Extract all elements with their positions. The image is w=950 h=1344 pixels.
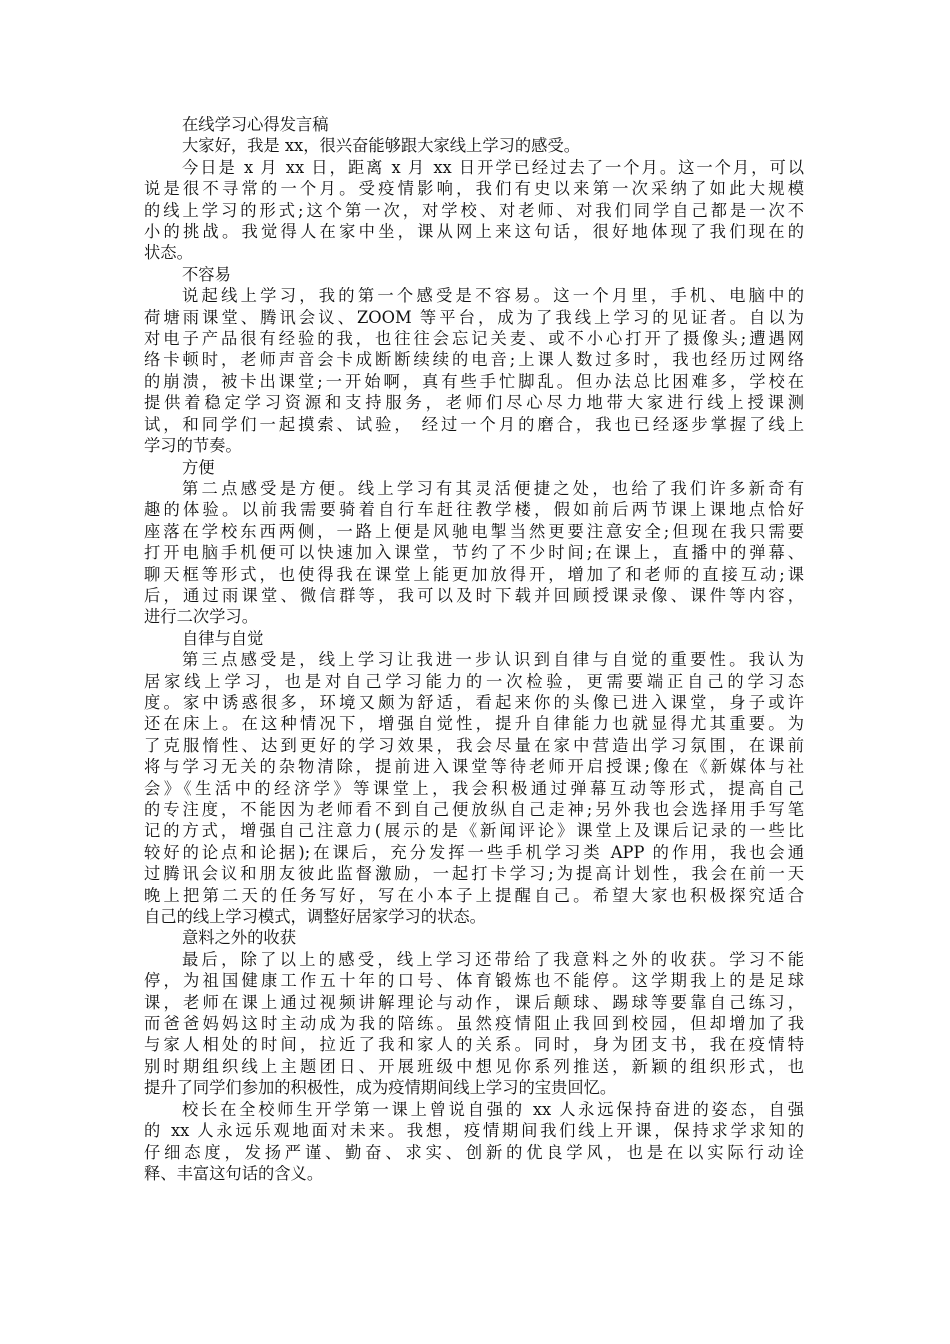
paragraph-line: 的线上学习的形式;这个第一次，对学校、对老师、对我们同学自己都是一次不 — [144, 200, 804, 220]
paragraph-line: 与家人相处的时间，拉近了我和家人的关系。同时，身为团支书，我在疫情特 — [144, 1035, 804, 1055]
section-heading: 意料之外的收获 — [182, 928, 296, 948]
paragraph-line: 第二点感受是方便。线上学习有其灵活便捷之处，也给了我们许多新奇有 — [182, 478, 804, 498]
paragraph-line: 提升了同学们参加的积极性，成为疫情期间线上学习的宝贵回忆。 — [144, 1078, 617, 1098]
section-heading: 自律与自觉 — [182, 628, 264, 648]
paragraph-line: 晚上把第二天的任务写好，写在小本子上提醒自己。希望大家也积极探究适合 — [144, 885, 804, 905]
paragraph-line: 的专注度，不能因为老师看不到自己便放纵自己走神;另外我也会选择用手写笔 — [144, 800, 804, 819]
paragraph-line: 今日是 x 月 xx 日，距离 x 月 xx 日开学已经过去了一个月。这一个月，可以 — [182, 157, 804, 177]
paragraph-line: 了克服惰性、达到更好的学习效果，我会尽量在家中营造出学习氛围，在课前 — [144, 735, 804, 755]
paragraph-line: 试，和同学们一起摸索、试验， 经过一个月的磨合，我也已经逐步掌握了线上 — [144, 414, 804, 434]
paragraph-line: 会》《生活中的经济学》等课堂上，我会积极通过弹幕互动等形式，提高自己 — [144, 778, 804, 798]
paragraph-line: 别时期组织线上主题团日、开展班级中想见你系列推送，新颖的组织形式，也 — [144, 1056, 804, 1076]
paragraph-line: 提供着稳定学习资源和支持服务，老师们尽心尽力地带大家进行线上授课测 — [144, 393, 804, 413]
paragraph-line: 仔细态度，发扬严谨、勤奋、求实、创新的优良学风，也是在以实际行动诠 — [144, 1142, 804, 1162]
paragraph-line: 自己的线上学习模式，调整好居家学习的状态。 — [144, 907, 486, 927]
paragraph-line: 络卡顿时，老师声音会卡成断断续续的电音;上课人数过多时，我也经历过网络 — [144, 350, 804, 370]
paragraph-line: 释、丰富这句话的含义。 — [144, 1163, 324, 1183]
paragraph-line: 荷塘雨课堂、腾讯会议、ZOOM 等平台，成为了我线上学习的见证者。自以为 — [144, 307, 804, 327]
paragraph-line: 后，通过雨课堂、微信群等，我可以及时下载并回顾授课录像、课件等内容， — [144, 585, 804, 605]
paragraph-line: 聊天框等形式，也使得我在课堂上能更加放得开，增加了和老师的直接互动;课 — [144, 564, 804, 584]
paragraph-line: 还在床上。在这种情况下，增强自觉性，提升自律能力也就显得尤其重要。为 — [144, 714, 804, 734]
paragraph-line: 趣的体验。以前我需要骑着自行车赶往教学楼，假如前后两节课上课地点恰好 — [144, 500, 804, 520]
section-heading: 不容易 — [182, 264, 231, 284]
paragraph-line: 说是很不寻常的一个月。受疫情影响，我们有史以来第一次采纳了如此大规模 — [144, 179, 804, 199]
paragraph-line: 座落在学校东西两侧，一路上便是风驰电掣当然更要注意安全;但现在我只需要 — [144, 521, 804, 541]
paragraph-line: 第三点感受是，线上学习让我进一步认识到自律与自觉的重要性。我认为 — [182, 650, 804, 670]
paragraph-line: 校长在全校师生开学第一课上曾说自强的 xx 人永远保持奋进的姿态，自强 — [182, 1099, 804, 1119]
paragraph-line: 记的方式，增强自己注意力(展示的是《新闻评论》课堂上及课后记录的一些比 — [144, 821, 804, 841]
paragraph-line: 打开电脑手机便可以快速加入课堂，节约了不少时间;在课上，直播中的弹幕、 — [144, 543, 804, 563]
paragraph-line: 居家线上学习，也是对自己学习能力的一次检验，更需要端正自己的学习态 — [144, 671, 804, 691]
document-body — [144, 114, 804, 1184]
paragraph-line: 小的挑战。我觉得人在家中坐，课从网上来这句话，很好地体现了我们现在的 — [144, 222, 804, 242]
paragraph-line: 学习的节奏。 — [144, 436, 242, 456]
paragraph-line: 对电子产品很有经验的我，也往往会忘记关麦、或不小心打开了摄像头;遭遇网 — [144, 329, 804, 349]
paragraph-line: 的崩溃，被卡出课堂;一开始啊，真有些手忙脚乱。但办法总比困难多，学校在 — [144, 371, 804, 391]
paragraph-line: 的 xx 人永远乐观地面对未来。我想，疫情期间我们线上开课，保持求学求知的 — [144, 1121, 804, 1141]
document-title: 在线学习心得发言稿 — [182, 115, 329, 134]
paragraph-line: 进行二次学习。 — [144, 607, 258, 627]
section-heading: 方便 — [182, 457, 215, 477]
paragraph-line: 说起线上学习，我的第一个感受是不容易。这一个月里，手机、电脑中的 — [182, 286, 804, 306]
paragraph-line: 大家好，我是 xx，很兴奋能够跟大家线上学习的感受。 — [182, 136, 581, 156]
paragraph-line: 将与学习无关的杂物清除，提前进入课堂等待老师开启授课;像在《新媒体与社 — [144, 757, 804, 777]
paragraph-line: 较好的论点和论据);在课后，充分发挥一些手机学习类 APP 的作用，我也会通 — [144, 842, 804, 862]
paragraph-line: 度。家中诱惑很多，环境又颇为舒适，看起来你的头像已进入课堂，身子或许 — [144, 692, 804, 712]
paragraph-line: 过腾讯会议和朋友彼此监督激励，一起打卡学习;为提高计划性，我会在前一天 — [144, 864, 804, 884]
paragraph-line: 状态。 — [144, 243, 193, 263]
paragraph-line: 停，为祖国健康工作五十年的口号、体育锻炼也不能停。这学期我上的是足球 — [144, 971, 804, 991]
paragraph-line: 课，老师在课上通过视频讲解理论与动作，课后颠球、踢球等要靠自己练习， — [144, 992, 804, 1012]
paragraph-line: 最后，除了以上的感受，线上学习还带给了我意料之外的收获。学习不能 — [182, 949, 804, 969]
paragraph-line: 而爸爸妈妈这时主动成为我的陪练。虽然疫情阻止我回到校园，但却增加了我 — [144, 1014, 804, 1034]
